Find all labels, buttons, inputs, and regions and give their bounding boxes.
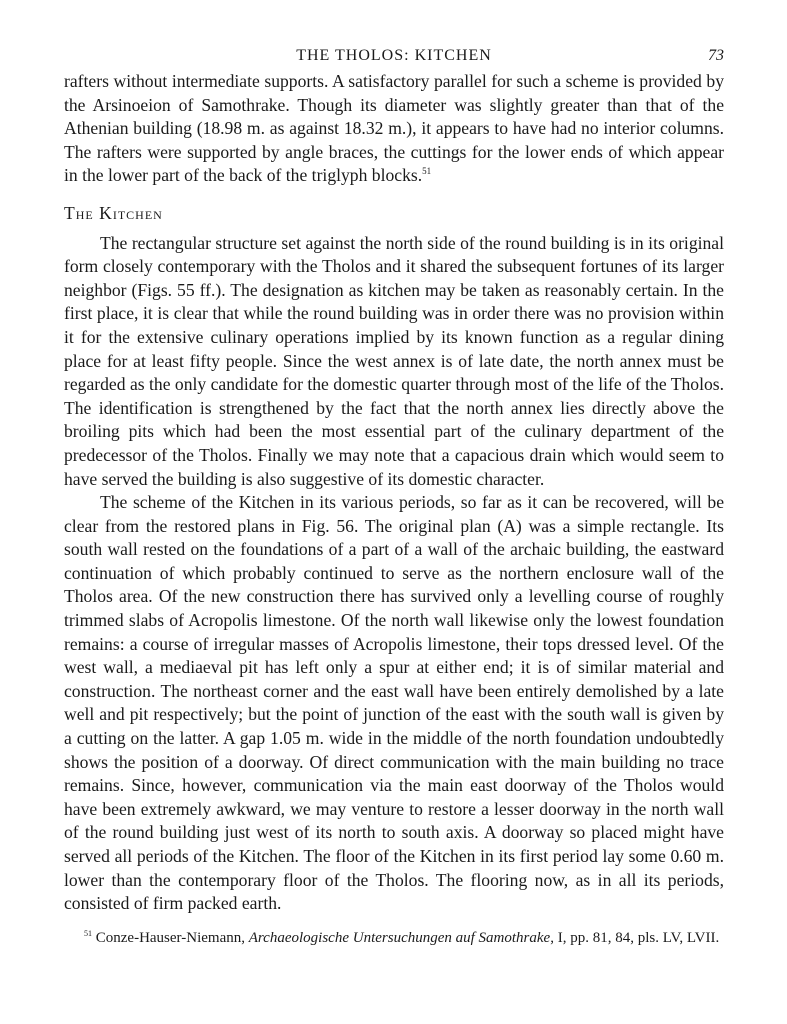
section-heading: The Kitchen: [64, 202, 163, 223]
section-paragraph-2: The scheme of the Kitchen in its various periods, so far as it can be recovered, will be clear from the restored plans in Fig. 56. The original plan (A) was a simple rectangle. Its south wall rested on the foundations of a part of a wall of the archaic building, the eastward continuation of which probably continued to serve as the northern enclosure wall of the Tholos area. Of the new construction there has survived only a levelling course of roughly trimmed slabs of Acropolis limestone. Of the north wall likewise only the lowest foundation remains: a course of irregular masses of Acropolis limestone, their tops dressed level. Of the west wall, a mediaeval pit has left only a spur at either end; it is of similar material and construction. The northeast corner and the east wall have been entirely demolished by a late well and pit respectively; but the point of junction of the east with the south wall is given by a cutting on the latter. A gap 1.05 m. wide in the middle of the north foundation undoubtedly shows the position of a doorway. Of direct communication with the main building no trace remains. Since, however, communication via the main east doorway of the Tholos would have been extremely awkward, we may venture to restore a lesser doorway in the north wall of the round building just west of its north to south axis. A doorway so placed might have served all periods of the Kitchen. The floor of the Kitchen in its first period lay some 0.60 m. lower than the contemporary floor of the Tholos. The flooring now, as in all its periods, consisted of firm packed earth.: [64, 492, 724, 914]
intro-paragraph: [64, 70, 724, 188]
running-header: [64, 44, 724, 70]
footnote-number: 51: [84, 928, 92, 938]
footnote-authors: Conze-Hauser-Niemann,: [95, 929, 249, 946]
intro-paragraph-text: rafters without intermediate supports. A satisfactory parallel for such a scheme is provided by the Arsinoeion of Samothrake. Though its diameter was slightly greater than that of the Athenian building (18.98 m. as against 18.32 m.), it appears to have had no interior columns. The rafters were supported by angle braces, the cuttings for the lower ends of which appear in the lower part of the back of the triglyph blocks.: [64, 71, 724, 186]
document-page: [64, 44, 724, 948]
body-text: [64, 70, 724, 916]
footnote-citation: , I, pp. 81, 84, pls. LV, LVII.: [550, 929, 720, 946]
footnote: [64, 928, 724, 948]
footnote-title: Archaeologische Untersuchungen auf Samothrake: [248, 929, 551, 946]
page-number: 73: [708, 47, 724, 64]
section-paragraph-1: The rectangular structure set against the north side of the round building is in its original form closely contemporary with the Tholos and it shared the subsequent fortunes of its larger neighbor (Figs. 55 ff.). The designation as kitchen may be taken as reasonably certain. In the first place, it is clear that while the round building was in order there was no provision within it for the extensive culinary operations implied by its known function as a regular dining place for at least fifty people. Since the west annex is of late date, the north annex must be regarded as the only candidate for the domestic quarter through most of the life of the Tholos. The identification is strengthened by the fact that the north annex lies directly above the broiling pits which had been the most essential part of the culinary department of the predecessor of the Tholos. Finally we may note that a capacious drain which would seem to have served the building is also suggestive of its domestic character.: [64, 232, 724, 489]
running-title: THE THOLOS: KITCHEN: [296, 47, 492, 64]
footnote-reference: 51: [422, 166, 432, 177]
